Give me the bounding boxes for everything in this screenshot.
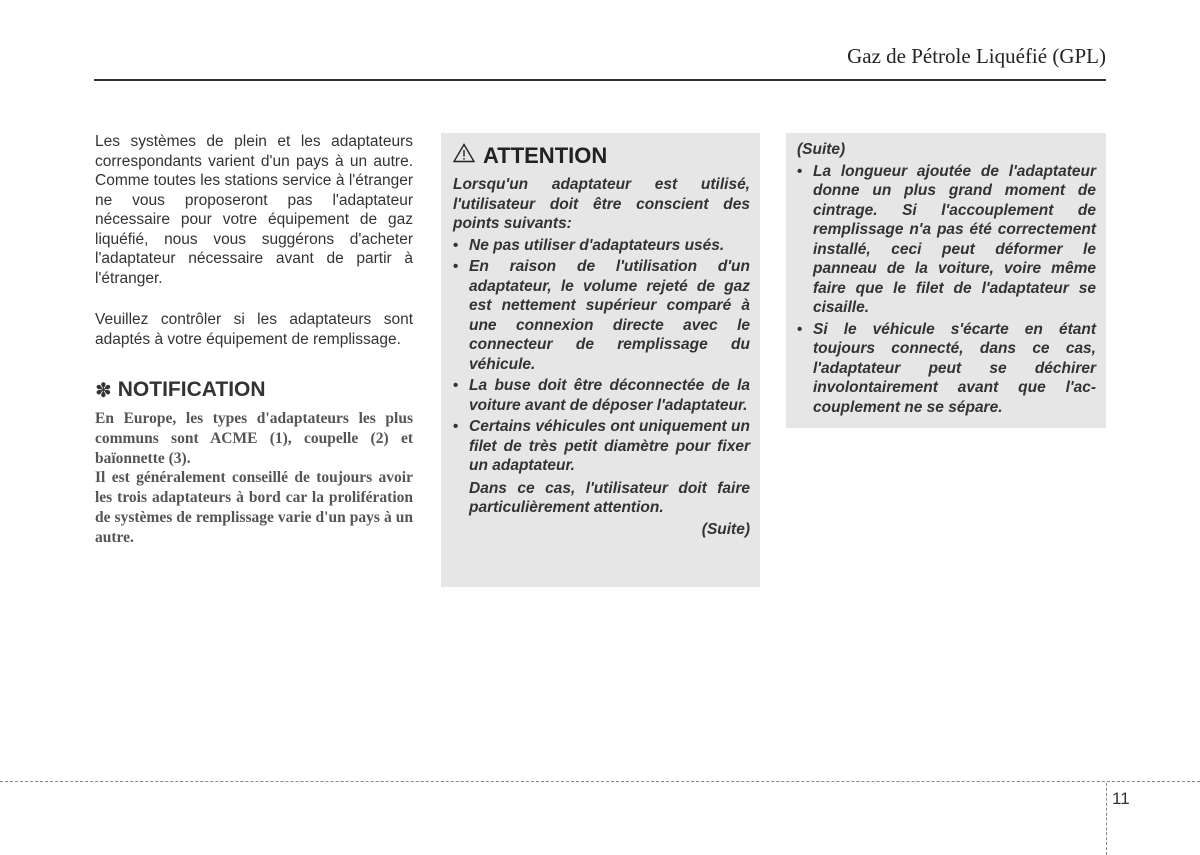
suite-label: (Suite) [797, 141, 846, 158]
left-column [95, 132, 413, 548]
attention-heading [453, 141, 750, 171]
notification-heading [95, 377, 413, 403]
list-item: • La buse doit être déconnectée de la voiture avant de déposer l'adaptateur. [453, 377, 750, 414]
check-paragraph: Veuillez contrôler si les adaptateurs sont adaptés à votre équipement de remplissage. [95, 311, 413, 348]
suite-continued-label: (Suite) [701, 520, 750, 538]
list-item: • En raison de l'utilisation d'un adaptateur, le volume rejeté de gaz est nettement supérieur comparé à une connexion directe avec le connecteur de remplissage du véhicule. [453, 258, 750, 373]
attention-continued-list [797, 162, 1096, 418]
attention-continued-box [786, 133, 1106, 428]
attention-extra-paragraph: Dans ce cas, l'utilisateur doit faire particulièrement attention. [469, 479, 750, 516]
notification-text-2: Il est généralement conseillé de toujours avoir les trois adaptateurs à bord car la prolifération de systèmes de remplissage varie d'un pays à un autre. [95, 469, 413, 546]
list-item: • Ne pas utiliser d'adaptateurs usés. [453, 236, 725, 254]
footer-dashed-divider [1106, 783, 1107, 855]
attention-intro: Lorsqu'un adaptateur est utilisé, l'utilisateur doit être conscient des points suivants: [453, 176, 750, 232]
page-number: 11 [1112, 789, 1130, 808]
warning-triangle-icon [453, 143, 475, 169]
header-rule [94, 79, 1106, 81]
list-item: • Certains véhicules ont uniquement un filet de très petit diamètre pour fixer un adaptateur. [453, 418, 750, 474]
list-item: • La longueur ajoutée de l'adaptateur donne un plus grand moment de cintrage. Si l'accouplement de remplissage n'a pas été correctement installé, ceci peut déformer le panneau de la voiture, voire même faire que le filet de l'adaptateur se cisaille. [797, 162, 1096, 316]
attention-box [441, 133, 760, 587]
notification-heading-label: NOTIFICATION [117, 378, 266, 401]
intro-paragraph: Les systèmes de plein et les adaptateurs correspondants varient d'un pays à un autre. Comme toutes les stations service à l'étranger ne vous proposeront pas l'adaptateur nécessaire pour votre équipement de gaz liquéfié, nous vous suggérons d'acheter l'adaptateur nécessaire avant de partir à l'étranger. [95, 133, 413, 287]
list-item: • Si le véhicule s'écarte en étant toujours connecté, dans ce cas, l'adaptateur peut se déchirer involontairement avant que l'accouplement ne se sépare. [797, 320, 1096, 416]
notification-text-1: En Europe, les types d'adaptateurs les plus communs sont ACME (1), coupelle (2) et baïonnette (3). [95, 410, 413, 467]
footer-dashed-rule [0, 781, 1200, 782]
attention-heading-label: ATTENTION [483, 143, 608, 168]
attention-bullet-list [453, 236, 750, 476]
notification-star-icon: ✽ [95, 379, 112, 402]
page-header-title: Gaz de Pétrole Liquéfié (GPL) [847, 44, 1106, 68]
